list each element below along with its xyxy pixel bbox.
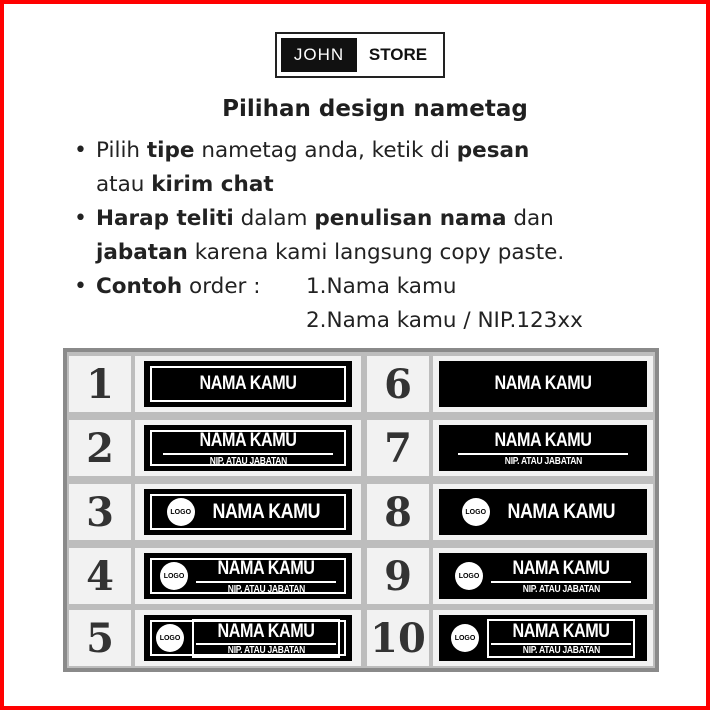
nametag-stack — [491, 558, 631, 595]
nametag-stack — [458, 430, 628, 467]
nametag-subtitle: NIP. ATAU JABATAN — [522, 644, 600, 656]
bullet-text: nametag anda, ketik di — [194, 138, 457, 163]
option-number: 2 — [69, 420, 131, 476]
nametag-stack — [487, 619, 635, 658]
logo-icon: LOGO — [455, 562, 483, 590]
nametag-face — [150, 366, 346, 402]
bullet-item — [74, 134, 684, 202]
nametag-subtitle: NIP. ATAU JABATAN — [522, 583, 600, 595]
bullet-bold: tipe — [146, 138, 195, 163]
bullet-bold: jabatan — [96, 240, 188, 265]
order-examples — [306, 270, 583, 338]
nametag-name: NAMA KAMU — [512, 557, 610, 579]
nametag-cell — [433, 548, 653, 604]
nametag-row — [67, 610, 655, 666]
bullet-text: dalam — [233, 206, 315, 231]
nametag-cell — [135, 356, 361, 412]
option-number: 10 — [367, 610, 429, 666]
nametag — [144, 489, 352, 535]
nametag-name: NAMA KAMU — [512, 620, 610, 642]
bullet-bold: Contoh — [96, 274, 183, 299]
nametag-row — [67, 484, 655, 540]
logo-icon: LOGO — [451, 624, 479, 652]
bullet-item — [74, 202, 684, 270]
bullet-text: karena kami langsung copy paste. — [187, 240, 565, 265]
nametag-board — [63, 348, 659, 672]
bullet-bold: Harap teliti — [96, 206, 234, 231]
nametag-face — [150, 494, 346, 530]
option-number: 9 — [367, 548, 429, 604]
nametag — [144, 553, 352, 599]
nametag-cell — [135, 548, 361, 604]
nametag-cell — [135, 420, 361, 476]
logo-icon: LOGO — [156, 624, 184, 652]
nametag-subtitle: NIP. ATAU JABATAN — [209, 455, 287, 467]
nametag-cell — [135, 610, 361, 666]
nametag-divider — [163, 453, 333, 455]
nametag-cell — [135, 484, 361, 540]
option-number: 1 — [69, 356, 131, 412]
nametag-stack — [196, 558, 336, 595]
instructions-list — [74, 134, 684, 338]
option-number: 8 — [367, 484, 429, 540]
nametag-stack — [163, 430, 333, 467]
bullet-item — [74, 270, 684, 338]
logo-icon: LOGO — [160, 562, 188, 590]
nametag-face — [150, 620, 346, 656]
logo-icon: LOGO — [167, 498, 195, 526]
option-number: 7 — [367, 420, 429, 476]
logo-store: STORE — [368, 45, 428, 64]
bullet-text: atau — [96, 172, 152, 197]
nametag — [144, 615, 352, 661]
bullet-bold: kirim chat — [151, 172, 274, 197]
bullet-bold: penulisan nama — [314, 206, 507, 231]
nametag-row — [67, 548, 655, 604]
nametag — [144, 361, 352, 407]
nametag-row — [67, 356, 655, 412]
nametag-grid — [67, 352, 655, 668]
nametag — [439, 553, 647, 599]
option-number: 5 — [69, 610, 131, 666]
nametag-stack — [192, 619, 340, 658]
nametag-subtitle: NIP. ATAU JABATAN — [227, 644, 305, 656]
nametag-row — [67, 420, 655, 476]
nametag-face — [150, 430, 346, 466]
nametag-cell — [433, 484, 653, 540]
nametag — [439, 361, 647, 407]
nametag — [439, 425, 647, 471]
nametag-face — [441, 617, 645, 659]
nametag-name: NAMA KAMU — [217, 557, 315, 579]
nametag-name: NAMA KAMU — [217, 620, 315, 642]
bullet-bold: pesan — [456, 138, 530, 163]
option-number: 4 — [69, 548, 131, 604]
option-number: 3 — [69, 484, 131, 540]
bullet-text: order : — [182, 274, 261, 299]
bullet-text: Pilih — [96, 138, 147, 163]
bullet-text: dan — [506, 206, 554, 231]
nametag-cell — [433, 610, 653, 666]
nametag-name: NAMA KAMU — [494, 373, 592, 394]
nametag-subtitle: NIP. ATAU JABATAN — [227, 583, 305, 595]
option-number: 6 — [367, 356, 429, 412]
nametag-face — [441, 363, 645, 405]
logo-icon: LOGO — [462, 498, 490, 526]
nametag — [439, 615, 647, 661]
order-example-1: 1.Nama kamu — [306, 274, 457, 299]
order-example-2: 2.Nama kamu / NIP.123xx — [306, 308, 583, 333]
nametag-face — [150, 558, 346, 594]
nametag-divider — [458, 453, 628, 455]
nametag-subtitle: NIP. ATAU JABATAN — [504, 455, 582, 467]
nametag-face — [441, 491, 645, 533]
logo-john: JOHN — [281, 38, 357, 72]
nametag-divider — [196, 581, 336, 583]
nametag-face — [441, 427, 645, 469]
order-label — [96, 270, 306, 338]
nametag-cell — [433, 420, 653, 476]
nametag-name: NAMA KAMU — [199, 429, 297, 451]
nametag — [144, 425, 352, 471]
nametag-face — [441, 555, 645, 597]
nametag-name: NAMA KAMU — [199, 373, 297, 394]
nametag-cell — [433, 356, 653, 412]
nametag-divider — [491, 581, 631, 583]
nametag-name: NAMA KAMU — [507, 500, 615, 523]
nametag-name: NAMA KAMU — [212, 500, 320, 523]
nametag-name: NAMA KAMU — [494, 429, 592, 451]
page-title: Pilihan design nametag — [222, 96, 528, 122]
nametag — [439, 489, 647, 535]
store-logo — [275, 32, 445, 78]
